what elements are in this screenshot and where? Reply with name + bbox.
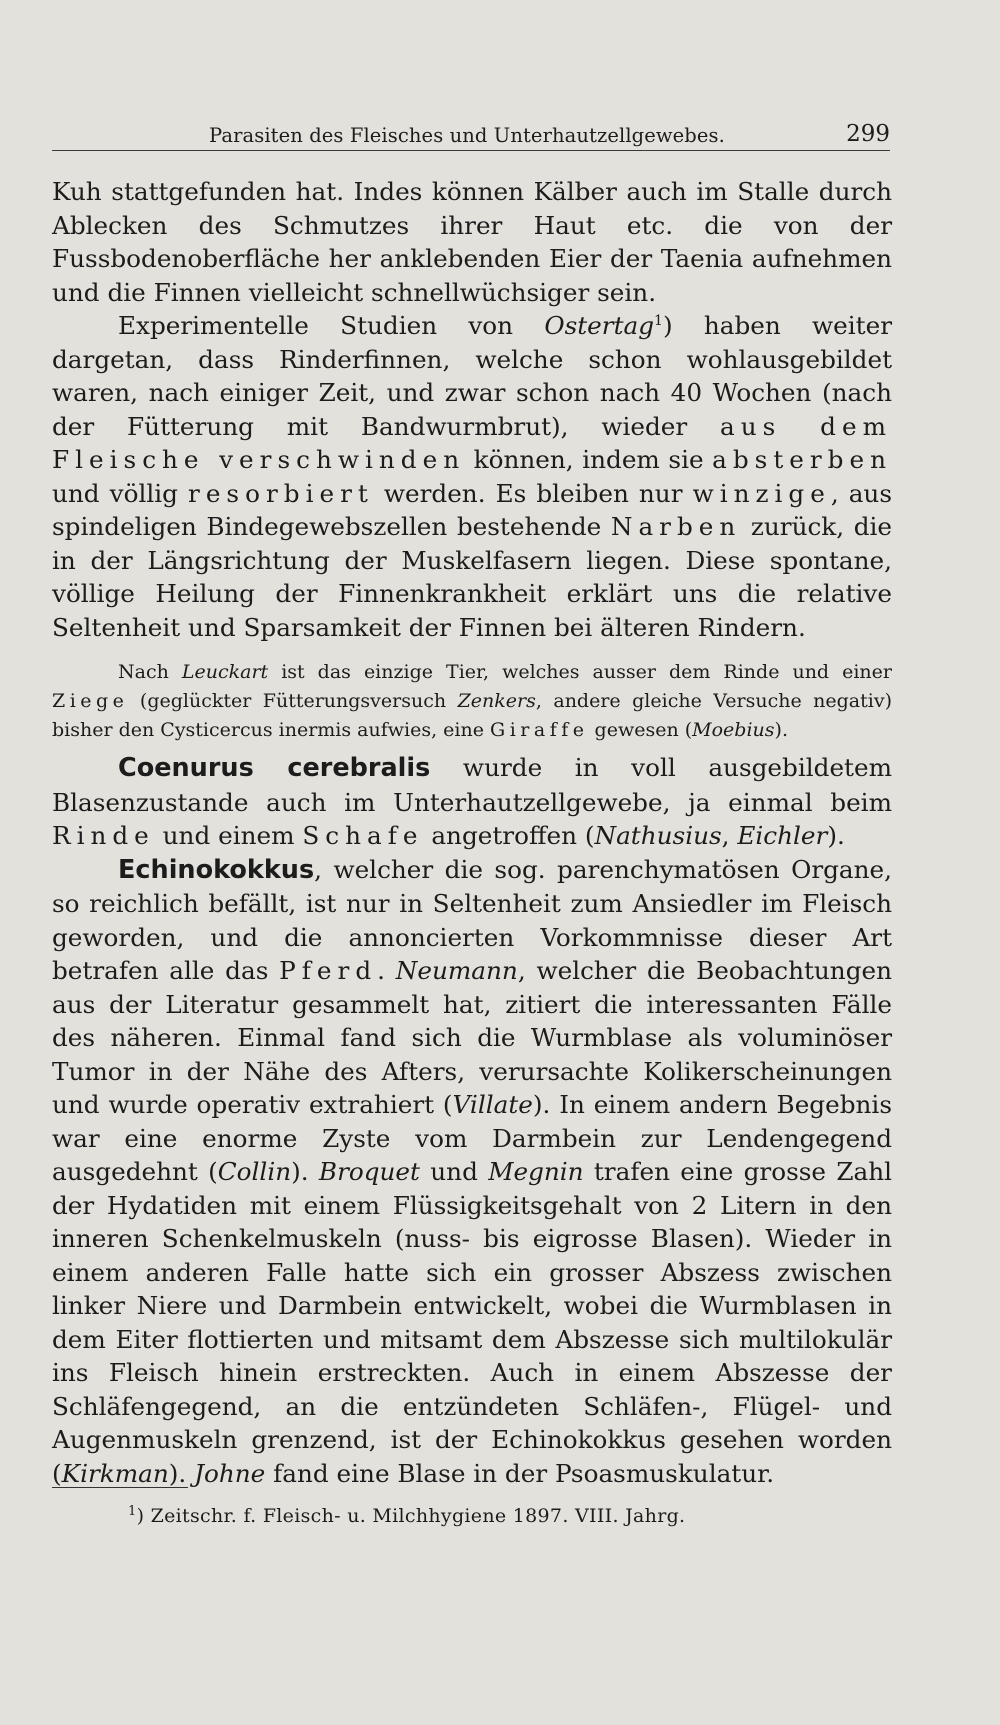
spaced-emphasis: Rinde (52, 821, 155, 850)
text-run: , (721, 821, 738, 850)
text-run: und einem (154, 821, 303, 850)
author-kirkman: Kirkman (61, 1458, 169, 1488)
spaced-emphasis: Narben (610, 512, 742, 541)
spaced-emphasis: Ziege (52, 690, 129, 712)
footnote-separator (52, 1487, 188, 1488)
paragraph-echinokokkus (52, 853, 892, 1491)
page-number: 299 (846, 121, 890, 147)
text-run: können, indem sie (465, 445, 713, 474)
text-run: ). (168, 1458, 195, 1488)
text-run: Experimentelle Studien von (118, 311, 545, 340)
spaced-emphasis: Pferd (279, 956, 378, 985)
author-johne: Johne (194, 1458, 266, 1488)
author-broquet: Broquet (318, 1157, 420, 1186)
spaced-emphasis: Schafe (302, 821, 424, 850)
spaced-emphasis: winzige (692, 478, 831, 508)
text-run: und völlig (52, 478, 189, 508)
spaced-emphasis: aus dem Fleische verschwinden (52, 411, 892, 474)
footnote-marker: 1 (654, 313, 663, 329)
note-paragraph (52, 658, 892, 745)
author-collin: Collin (217, 1157, 292, 1186)
author-zenkers: Zenkers (457, 690, 536, 712)
author-leuckart: Leuckart (181, 661, 269, 683)
text-run: ist das einzige Tier, welches ausser dem Rinde und einer (268, 661, 892, 683)
page-header (52, 116, 890, 151)
footnote (128, 1505, 685, 1527)
text-run: , welcher die sog. parenchymatösen Organe, so reichlich befällt, ist nur in Seltenheit zum Ansiedler im Fleisch geworden, und die annoncierten Vorkommnisse dieser Art betrafen alle das (52, 854, 892, 985)
author-villate: Villate (452, 1090, 533, 1119)
text-run: angetroffen ( (423, 821, 595, 850)
paragraph-2 (52, 309, 892, 644)
text-run: ). (774, 719, 788, 741)
text-run: ) haben weiter dargetan, dass Rinderfinnen, welche schon wohlausgebildet waren, nach einiger Zeit, und zwar schon nach 40 Wochen (nach der Fütterung mit Bandwurmbrut), wieder (52, 311, 892, 441)
footnote-number: 1 (128, 1504, 137, 1519)
text-run: fand eine Blase in der Psoasmuskulatur. (265, 1458, 775, 1488)
text-run: ). (291, 1157, 319, 1186)
author-nathusius: Nathusius (594, 821, 722, 850)
author-neumann: Neumann (395, 956, 518, 985)
spaced-emphasis: absterben (712, 445, 892, 474)
author-megnin: Megnin (488, 1157, 584, 1186)
text-run: und (419, 1157, 489, 1186)
text-run: trafen eine grosse Zahl der Hydatiden mit einem Flüssigkeitsgehalt von 2 Litern in den inneren Schenkelmuskeln (nuss- bis eigrosse Blasen). Wieder in einem anderen Falle hatte sich ein grosser Abszess zwischen linker Niere und Darmbein entwickelt, wobei die Wurmblasen in dem Eiter flottierten und mitsamt dem Abszesse sich multilokulär ins Fleisch hinein erstreckten. Auch in einem Abszesse der Schläfengegend, an die entzündeten Schläfen-, Flügel- und Augenmuskeln grenzend, ist der Echinokokkus gesehen worden ( (52, 1157, 892, 1488)
heading-term: Coenurus cerebralis (118, 753, 431, 783)
spaced-emphasis: resorbiert (188, 478, 374, 508)
author-ostertag: Ostertag (544, 311, 655, 340)
footnote-text: ) Zeitschr. f. Fleisch- u. Milchhygiene 1897. VIII. Jahrg. (136, 1505, 686, 1527)
text-run: zurück, die in der Längsrichtung der Muskelfasern liegen. Diese spontane, völlige Heilung der Finnenkrankheit erklärt uns die relative Seltenheit und Sparsamkeit der Finnen bei älteren Rindern. (52, 512, 892, 642)
spaced-emphasis: Giraffe (490, 719, 589, 741)
text-run: . (377, 956, 396, 985)
text-run: ). (827, 821, 845, 850)
text-run: , welcher die Beobachtungen aus der Literatur gesammelt hat, zitiert die interessanten Fälle des näheren. Einmal fand sich die Wurmblase als voluminöser Tumor in der Nähe des Afters, verursachte Kolikerscheinungen und wurde operativ extrahiert ( (52, 956, 893, 1119)
text-run: ). In einem andern Begebnis war eine enorme Zyste vom Darmbein zur Lendengegend ausgedehnt ( (52, 1090, 892, 1186)
text-run: gewesen ( (588, 719, 693, 741)
body-text (52, 175, 892, 1490)
small-print-note (52, 658, 892, 745)
running-title: Parasiten des Fleisches und Unterhautzellgewebes. (209, 124, 725, 147)
author-moebius: Moebius (692, 719, 775, 741)
text-run: (geglückter Fütterungsversuch (128, 690, 458, 712)
text-run: , aus spindeligen Bindegewebszellen bestehende (52, 478, 892, 541)
author-eichler: Eichler (737, 821, 828, 850)
text-run: , andere gleiche Versuche negativ) bisher den Cysticercus inermis aufwies, eine (52, 690, 892, 741)
heading-term: Echinokokkus (118, 854, 315, 885)
paragraph-coenurus (52, 751, 892, 853)
text-run: wurde in voll ausgebildetem Blasenzustande auch im Unterhautzellgewebe, ja einmal beim (52, 753, 892, 817)
text-run: Nach (118, 661, 182, 683)
text-run: werden. Es bleiben nur (373, 478, 693, 508)
paragraph-1: Kuh stattgefunden hat. Indes können Kälber auch im Stalle durch Ablecken des Schmutzes ihrer Haut etc. die von der Fussbodenoberfläche her anklebenden Eier der Taenia aufnehmen und die Finnen vielleicht schnellwüchsiger sein. (52, 177, 892, 307)
